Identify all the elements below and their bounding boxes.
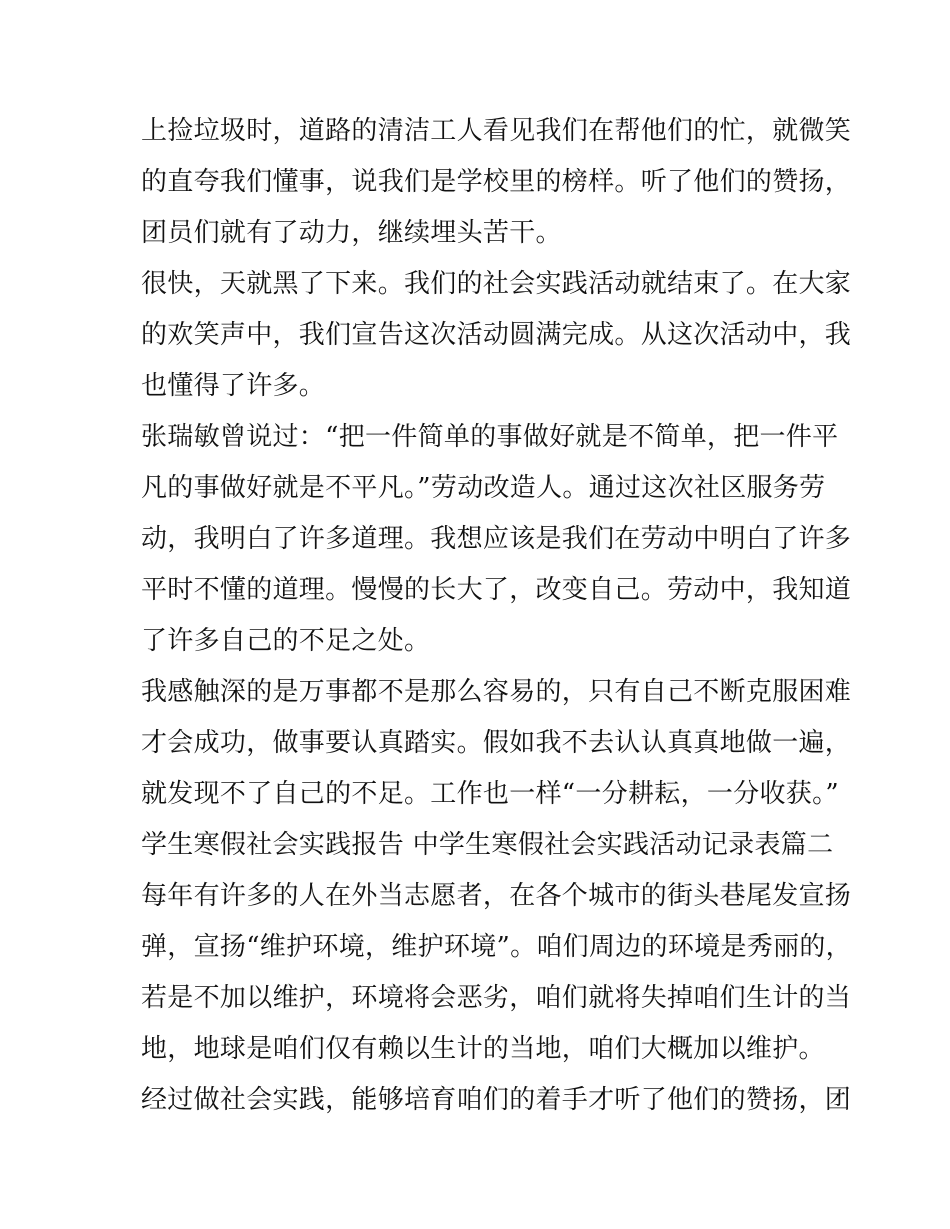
text-line: 若是不加以维护，环境将会恶劣，咱们就将失掉咱们生计的当	[141, 983, 852, 1013]
text-line: 了许多自己的不足之处。	[141, 626, 431, 656]
document-body	[141, 106, 852, 1126]
text-line: 团员们就有了动力，继续埋头苦干。	[141, 218, 562, 248]
text-line: 弹，宣扬“维护环境，维护环境”。咱们周边的环境是秀丽的，	[141, 932, 852, 962]
text-line: 动，我明白了许多道理。我想应该是我们在劳动中明白了许多	[141, 524, 852, 554]
text-line: 很快，天就黑了下来。我们的社会实践活动就结束了。在大家	[141, 269, 852, 299]
text-line: 就发现不了自己的不足。工作也一样“一分耕耘，一分收获。”	[141, 779, 839, 809]
section-heading-line: 学生寒假社会实践报告 中学生寒假社会实践活动记录表篇二	[141, 830, 834, 860]
text-line: 才会成功，做事要认真踏实。假如我不去认认真真地做一遍，	[141, 728, 852, 758]
text-line: 地，地球是咱们仅有赖以生计的当地，咱们大概加以维护。	[141, 1034, 825, 1064]
text-line: 每年有许多的人在外当志愿者，在各个城市的街头巷尾发宣扬	[141, 881, 852, 911]
text-line: 凡的事做好就是不平凡。”劳动改造人。通过这次社区服务劳	[141, 473, 826, 503]
text-line: 我感触深的是万事都不是那么容易的，只有自己不断克服困难	[141, 677, 852, 707]
text-line: 经过做社会实践，能够培育咱们的着手才听了他们的赞扬，团	[141, 1085, 852, 1115]
text-line: 的直夸我们懂事，说我们是学校里的榜样。听了他们的赞扬，	[141, 167, 852, 197]
text-line: 也懂得了许多。	[141, 371, 326, 401]
text-line: 的欢笑声中，我们宣告这次活动圆满完成。从这次活动中，我	[141, 320, 852, 350]
text-line: 上捡垃圾时，道路的清洁工人看见我们在帮他们的忙，就微笑	[141, 116, 852, 146]
text-line: 张瑞敏曾说过：“把一件简单的事做好就是不简单，把一件平	[141, 422, 839, 452]
text-line: 平时不懂的道理。慢慢的长大了，改变自己。劳动中，我知道	[141, 575, 852, 605]
